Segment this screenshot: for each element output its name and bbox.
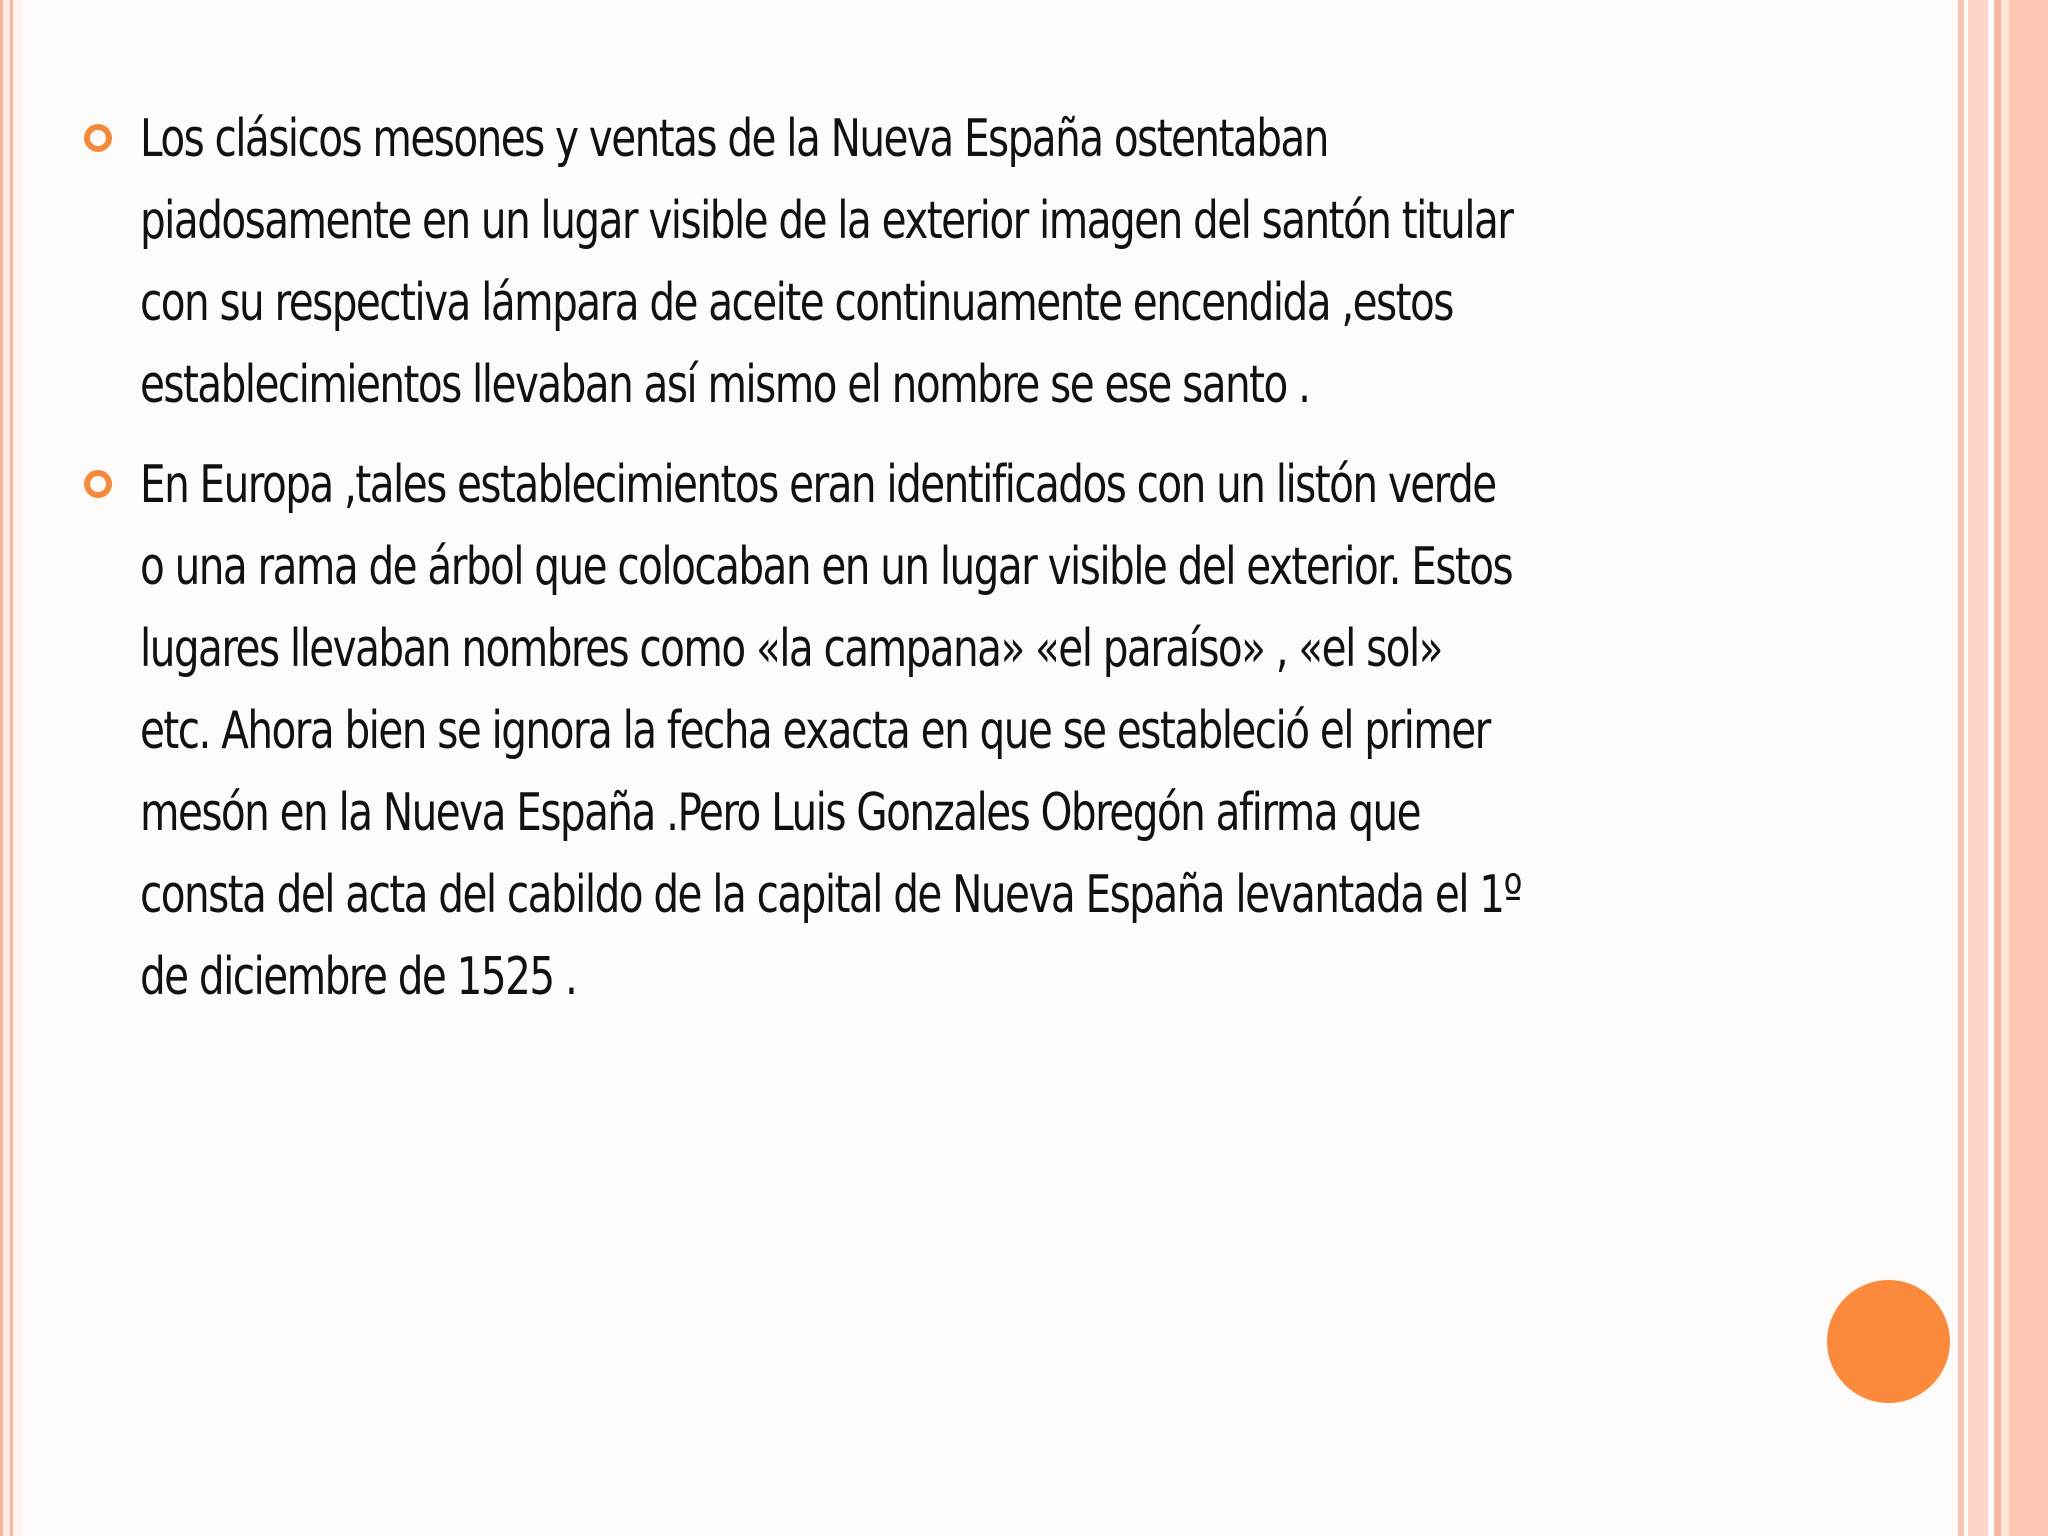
decorative-circle [1827,1280,1950,1403]
bullet-item [80,444,1720,1018]
left-border-stripe [13,0,21,1536]
right-border-stripe [1968,0,1988,1536]
bullet-item [80,98,1720,426]
right-border-stripe [1994,0,2001,1536]
circle-bullet-icon [84,470,112,498]
circle-bullet-icon [84,124,112,152]
bullet-text: En Europa ,tales establecimientos eran identificados con un listón verde o una rama de árbol que colocaban en un lugar visible del exterior. Estos lugares llevaban nombres como «la campana» «el paraíso» , «el sol» etc. Ahora bien se ignora la fecha exacta en que se estableció el primer mesón en la Nueva España .Pero Luis Gonzales Obregón afirma que consta del acta del cabildo de la capital de Nueva España levantada el 1º de diciembre de 1525 . [140,455,1522,1007]
right-border-stripe [2009,0,2048,1536]
left-border-stripe [3,0,10,1536]
right-border-stripe [2001,0,2009,1536]
bullet-text: Los clásicos mesones y ventas de la Nueva España ostentaban piadosamente en un lugar visible de la exterior imagen del santón titular con su respectiva lámpara de aceite continuamente encendida ,estos establecimientos llevaban así mismo el nombre se ese santo . [140,109,1513,415]
bullet-list [80,98,1720,1036]
